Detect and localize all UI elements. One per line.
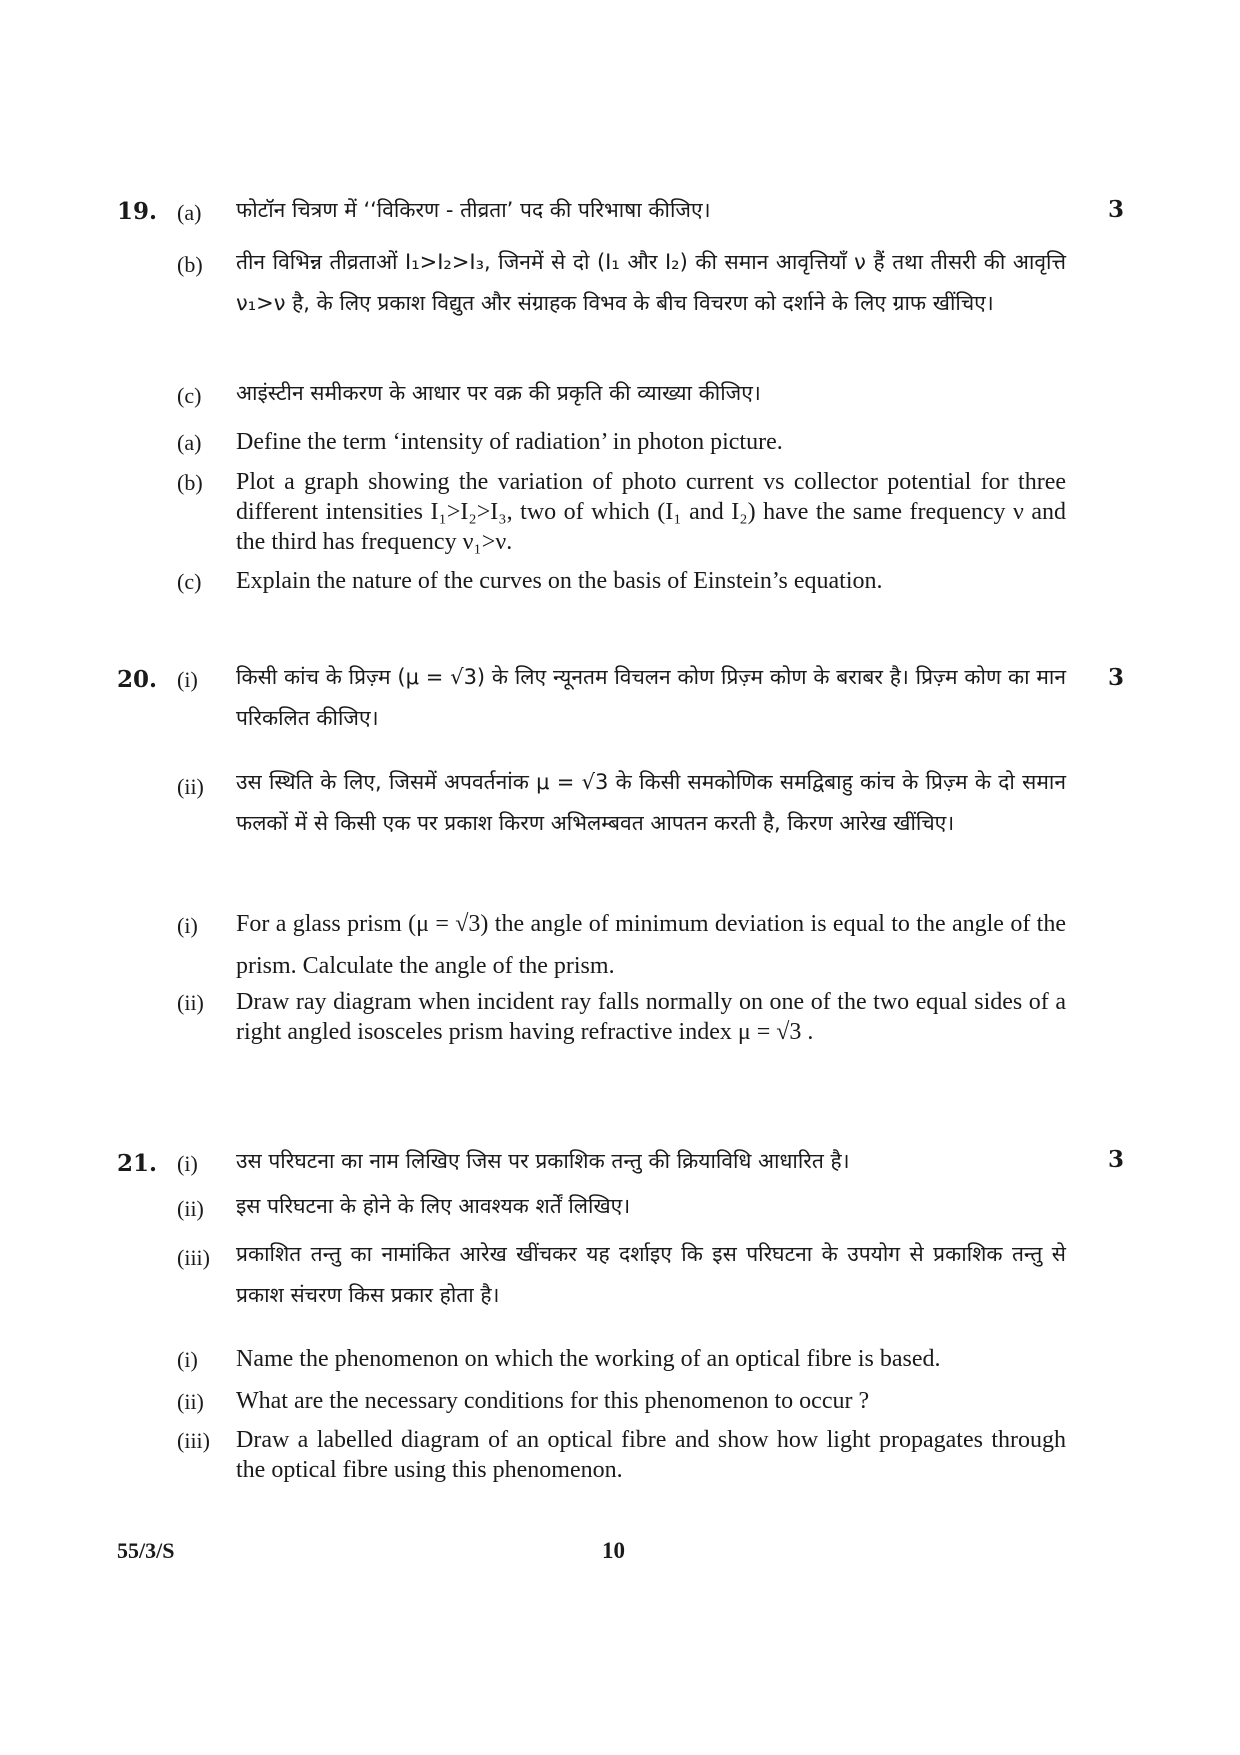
hindi-part-text: फोटॉन चित्रण में ‘‘विकिरण - तीव्रता’ पद की परिभाषा कीजिए। — [236, 198, 711, 222]
marks: 3 — [1108, 196, 1125, 223]
english-part-text: Name the phenomenon on which the working of an optical fibre is based. — [236, 1346, 941, 1372]
hindi-part-text: उस परिघटना का नाम लिखिए जिस पर प्रकाशिक तन्तु की क्रियाविधि आधारित है। — [236, 1149, 850, 1173]
hindi-part-text: किसी कांच के प्रिज़्म (μ = √3) के लिए न्यूनतम विचलन कोण प्रिज़्म कोण के बराबर है। प्रिज़्म कोण का मान परिकलित कीजिए। — [236, 665, 1066, 730]
part-label: (c) — [177, 569, 202, 594]
hindi-part-text: तीन विभिन्न तीव्रताओं I₁>I₂>I₃, जिनमें से दो (I₁ और I₂) की समान आवृत्तियाँ ν हैं तथा तीसरी की आवृत्ति ν₁>ν है, के लिए प्रकाश विद्युत और संग्राहक विभव के बीच विचरण को दर्शाने के लिए ग्राफ खींचिए। — [236, 250, 1066, 315]
part-label: (ii) — [177, 1196, 204, 1221]
part-label: (c) — [177, 383, 202, 408]
hindi-part-text: आइंस्टीन समीकरण के आधार पर वक्र की प्रकृति की व्याख्या कीजिए। — [236, 381, 761, 405]
question-number: 19. — [117, 198, 158, 225]
question-number: 20. — [117, 666, 158, 693]
paper-code: 55/3/S — [117, 1538, 175, 1563]
english-part-text: What are the necessary conditions for this phenomenon to occur ? — [236, 1388, 870, 1414]
part-label: (ii) — [177, 990, 204, 1015]
part-label: (i) — [177, 1347, 198, 1372]
english-part-text: Draw a labelled diagram of an optical fibre and show how light propagates through the optical fibre using this phenomenon. — [236, 1427, 1066, 1483]
english-part-text: Plot a graph showing the variation of photo current vs collector potential for three different intensities I₁>I₂>I₃, two of which (I₁ and I₂) have the same frequency ν and the third has frequency ν₁>ν. — [236, 469, 1066, 555]
part-label: (b) — [177, 470, 203, 495]
hindi-part-text: उस स्थिति के लिए, जिसमें अपवर्तनांक μ = √3 के किसी समकोणिक समद्विबाहु कांच के प्रिज़्म के दो समान फलकों में से किसी एक पर प्रकाश किरण अभिलम्बवत आपतन करती है, किरण आरेख खींचिए। — [236, 770, 1066, 835]
part-label: (iii) — [177, 1428, 210, 1453]
english-part-text: Draw ray diagram when incident ray falls normally on one of the two equal sides of a right angled isosceles prism having refractive index μ = √3 . — [236, 989, 1066, 1045]
question-number: 21. — [117, 1150, 158, 1177]
part-label: (i) — [177, 913, 198, 938]
part-label: (b) — [177, 252, 203, 277]
part-label: (i) — [177, 667, 198, 692]
marks: 3 — [1108, 1146, 1125, 1173]
page-number: 10 — [602, 1538, 625, 1563]
part-label: (ii) — [177, 774, 204, 799]
english-part-text: Explain the nature of the curves on the basis of Einstein’s equation. — [236, 568, 883, 594]
part-label: (a) — [177, 200, 202, 225]
english-part-text: For a glass prism (μ = √3) the angle of minimum deviation is equal to the angle of the prism. Calculate the angle of the prism. — [236, 911, 1066, 979]
part-label: (ii) — [177, 1389, 204, 1414]
english-part-text: Define the term ‘intensity of radiation’ in photon picture. — [236, 429, 783, 455]
marks: 3 — [1108, 664, 1125, 691]
part-label: (iii) — [177, 1245, 210, 1270]
part-label: (a) — [177, 430, 202, 455]
part-label: (i) — [177, 1151, 198, 1176]
hindi-part-text: इस परिघटना के होने के लिए आवश्यक शर्तें लिखिए। — [236, 1194, 631, 1218]
hindi-part-text: प्रकाशित तन्तु का नामांकित आरेख खींचकर यह दर्शाइए कि इस परिघटना के उपयोग से प्रकाशिक तन्तु से प्रकाश संचरण किस प्रकार होता है। — [236, 1242, 1066, 1307]
